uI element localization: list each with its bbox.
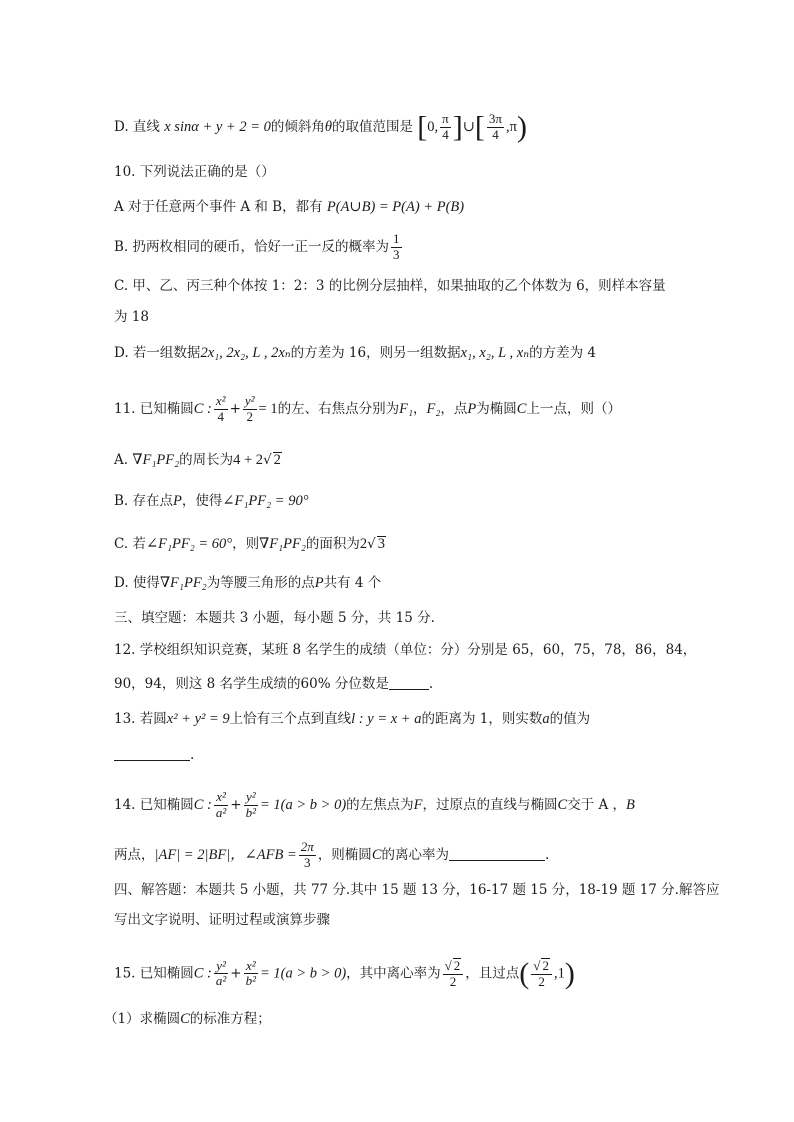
fraction: $\frac{\text{x²}}{4}$ [215,393,226,424]
fraction: $\frac{2\pi}{3}$ [300,839,314,870]
text: 上一点，则（） [526,400,621,417]
q10-option-b [114,232,404,263]
section-4-heading-line1: 四、解答题：本题共 5 小题，共 77 分.其中 15 题 13 分，16-17 题 15 分，18-19 题 17 分.解答应 [114,882,720,898]
fraction: $\frac{\pi}{4}$ [442,111,449,142]
f2: F₂ [426,400,441,417]
range-end: ,π [505,118,517,135]
text: 的标准方程； [189,1011,271,1027]
text: （1）求椭圆 [104,1011,181,1027]
text: . [428,676,434,692]
answer-blank[interactable] [389,677,429,690]
ellipse-label: C : [193,796,212,813]
text: 的周长为 [179,452,234,468]
text: . [544,846,550,863]
text: 90，94，则这 8 名学生成绩的60% 分位数是 [114,676,389,692]
text: 14. 已知椭圆 [114,796,194,813]
option-label: D. 直线 [114,118,160,135]
q11-option-b [114,494,309,509]
point-p: P [467,400,477,417]
value: 4 + 2 [233,452,264,468]
formula: 2x₁, 2x₂, L , 2xₙ [200,345,291,361]
text: ，则 [232,536,260,552]
text: D. 使得 [114,575,160,591]
fraction: $\frac{√ 2}{2}$ [443,958,464,990]
bracket: [ [474,110,485,144]
text: ，过原点的直线与椭圆 [422,796,558,813]
q12-line2 [114,677,433,692]
q11-stem: 11. 已知椭圆C : $\frac{\text{x²}}{4}$ + $\frac{\text{y²}}{2}$ = 1的左、右焦点分别为F₁，F₂，点P为椭圆C上一点，则（） [114,393,621,424]
section-3-heading: 三、填空题：本题共 3 小题，每小题 5 分，共 15 分. [114,610,435,626]
text: 的取值范围是 [332,118,413,135]
fraction: $\frac{\text{x²}}{\text{b²}}$ [245,957,257,989]
radicand: 3 [377,536,385,552]
line-equation: x sinα + y + 2 = 0 [164,118,271,135]
text: 的距离为 1，则实数 [421,711,543,727]
text: A. [114,452,129,468]
formula: ∠F₁PF₂ = 60° [145,536,233,552]
focus-f: F [413,796,423,813]
value: 2 [359,536,368,552]
answer-blank[interactable] [449,848,545,861]
ellipse-c: C [180,1011,190,1027]
bracket: ) [516,110,527,144]
text: 为等腰三角形的点 [206,575,315,591]
text: . [190,747,195,763]
paren: ) [564,956,575,990]
q10-option-c-line2: 为 18 [114,309,149,325]
radicand: 2 [273,452,281,468]
text: 上恰有三个点到直线 [229,711,352,727]
text: 的倾斜角 [270,118,325,135]
q10-option-d [114,346,596,361]
f1: F₁ [399,400,414,417]
point-p: P [173,493,182,509]
fraction: $\frac{\text{y²}}{2}$ [244,393,255,424]
text: D. 若一组数据 [114,345,201,361]
text: 交于 A ， [567,796,627,813]
equals: = 1 [258,400,278,417]
text: 的左焦点为 [346,796,414,813]
triangle: ∇F₁PF₂ [132,452,180,468]
text: 共有 4 个 [323,575,382,591]
condition: = 1(a > b > 0) [260,965,347,982]
formula: |AF| = 2|BF|，∠AFB = [154,846,297,863]
bracket: ] [452,110,463,144]
q10-option-c-line1: C. 甲、乙、丙三种个体按 1：2：3 的比例分层抽样，如果抽取的乙个体数为 6，则样本容量 [114,278,666,294]
point-b: B [626,796,635,813]
point-tail: ,1 [553,965,565,982]
text: A 对于任意两个事件 A 和 B，都有 [114,199,323,215]
formula: ∠F₁PF₂ = 90° [222,493,309,509]
fraction: $\frac{3\pi}{4}$ [488,111,502,142]
line-equation: l : y = x + a [351,711,422,727]
q14-line1: 14. 已知椭圆C : $\frac{\text{x²}}{\text{a²}}$ + $\frac{\text{y²}}{\text{b²}}$ = 1(a > b > 0)的左焦点为F，过原点的直线与椭圆C交于 A ，B [114,789,635,820]
text: 13. 若圆 [114,711,167,727]
section-4-heading-line2: 写出文字说明、证明过程或演算步骤 [114,912,330,928]
triangle: ∇F₁PF₂ [159,575,207,591]
text: C. 若 [114,536,146,552]
q13-line2 [114,748,194,763]
ellipse-label: C : [193,400,212,417]
text: 为椭圆 [476,400,517,417]
text: ，且过点 [465,965,520,982]
triangle: ∇F₁PF₂ [259,536,306,552]
q11-option-c: C. 若∠F₁PF₂ = 60°，则∇F₁PF₂的面积为2√ 3 [114,536,385,552]
theta: θ [324,118,332,135]
fraction: $\frac{1}{3}$ [393,231,400,262]
q15-sub1 [104,1012,271,1027]
text: 两点， [114,846,155,863]
text: 的方差为 4 [529,345,596,361]
ellipse-c: C [557,796,568,813]
union: ∪ [462,118,475,135]
paren: ( [519,956,530,990]
text: B. 存在点 [114,493,174,509]
q14-line2 [114,840,549,871]
option-d-q9 [114,112,527,143]
ellipse-label: C : [193,965,212,982]
text: ，点 [440,400,468,417]
formula: P(A∪B) = P(A) + P(B) [326,199,465,215]
fraction: $\frac{\text{y²}}{\text{b²}}$ [245,789,257,820]
var-a: a [542,711,550,727]
formula: x₁, x₂, L , xₙ [460,345,530,361]
q10-option-a [114,200,464,215]
ellipse-c: C [371,846,382,863]
ellipse-c: C [516,400,527,417]
text: B. 扔两枚相同的硬币，恰好一正一反的概率为 [114,238,390,255]
q11-option-d [114,576,381,591]
fraction: $\frac{\text{y²}}{\text{a²}}$ [215,957,227,989]
text: 11. 已知椭圆 [114,400,194,417]
point-p: P [314,575,324,591]
text: 的离心率为 [381,846,449,863]
condition: = 1(a > b > 0) [260,796,347,813]
text: 的面积为 [305,536,360,552]
text: ，使得 [181,493,223,509]
text: 的值为 [549,711,591,727]
q11-option-a: A. ∇F₁PF₂的周长为4 + 2√ 2 [114,452,281,468]
fraction: $\frac{√ 2}{2}$ [531,958,552,990]
text: 的方差为 16，则另一组数据 [290,345,461,361]
q13-line1 [114,712,590,727]
fraction: $\frac{\text{x²}}{\text{a²}}$ [215,789,227,820]
text: ，则椭圆 [317,846,372,863]
circle-equation: x² + y² = 9 [166,711,230,727]
answer-blank[interactable] [114,748,190,761]
q15-line1: 15. 已知椭圆C : $\frac{\text{y²}}{\text{a²}}$ + $\frac{\text{x²}}{\text{b²}}$ = 1(a > b > 0)，其中离心率为 $\frac{√ 2}{2}$ ，且过点( $\frac{√ 2}{2}$ ,1) [114,956,575,990]
q12-line1: 12. 学校组织知识竞赛，某班 8 名学生的成绩（单位：分）分别是 65，60，75，78，86，84， [114,642,697,658]
q10-stem: 10. 下列说法正确的是（） [114,164,275,180]
text: ，其中离心率为 [346,965,441,982]
text: 的左、右焦点分别为 [277,400,400,417]
bracket: [ [417,110,428,144]
range-start: 0, [427,118,439,135]
text: 15. 已知椭圆 [114,965,194,982]
